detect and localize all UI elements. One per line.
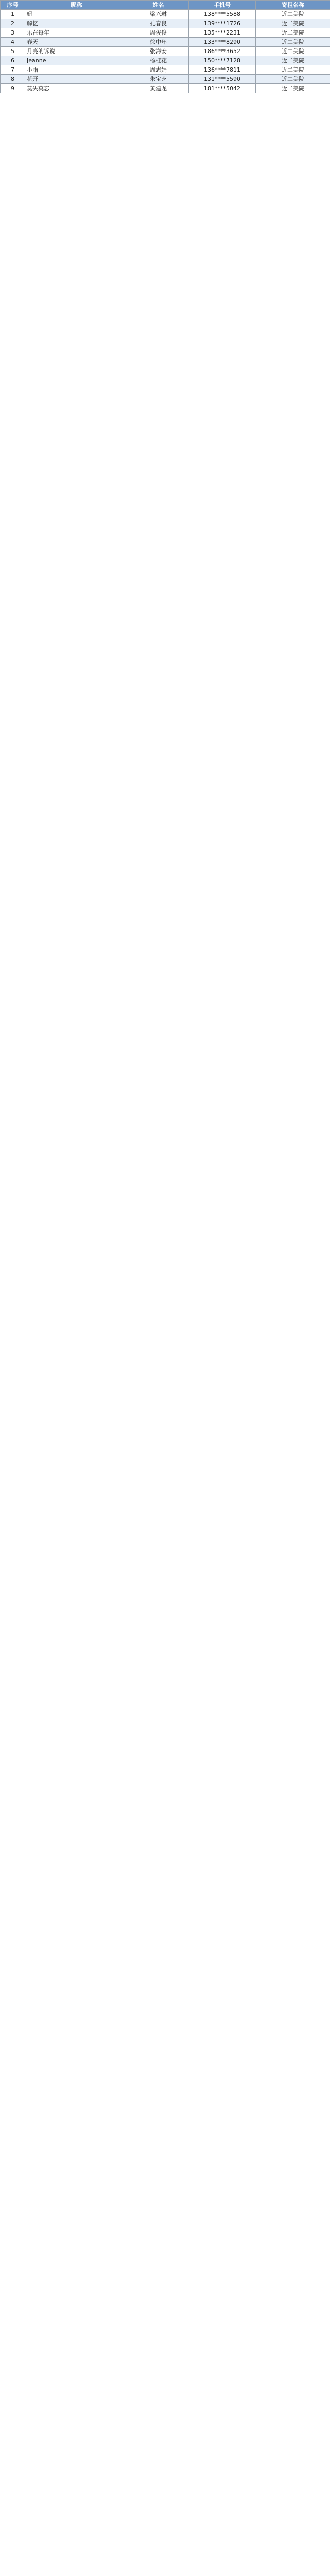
cell-name: 黄建龙 (128, 84, 189, 93)
cell-phone: 139****1726 (189, 19, 256, 28)
cell-phone: 136****7811 (189, 65, 256, 75)
cell-nickname: 花开 (25, 75, 128, 84)
cell-name: 梁兴琳 (128, 10, 189, 19)
cell-nickname: 春天 (25, 38, 128, 47)
table-row (1, 38, 330, 47)
table-row (1, 75, 330, 84)
cell-venue: 近二美院 (256, 47, 330, 56)
cell-phone: 131****5590 (189, 75, 256, 84)
cell-nickname: 解忆 (25, 19, 128, 28)
cell-venue: 近二美院 (256, 56, 330, 65)
cell-nickname: 月亮的诉说 (25, 47, 128, 56)
cell-nickname: 乐在每年 (25, 28, 128, 38)
table-row (1, 19, 330, 28)
cell-name: 孔春良 (128, 19, 189, 28)
cell-index: 8 (1, 75, 25, 84)
cell-venue: 近二美院 (256, 38, 330, 47)
cell-index: 2 (1, 19, 25, 28)
cell-index: 4 (1, 38, 25, 47)
table-body (1, 10, 330, 93)
cell-name: 张海安 (128, 47, 189, 56)
cell-index: 7 (1, 65, 25, 75)
cell-phone: 186****3652 (189, 47, 256, 56)
table-row (1, 28, 330, 38)
cell-name: 徐中年 (128, 38, 189, 47)
cell-phone: 135****2231 (189, 28, 256, 38)
table-row (1, 47, 330, 56)
cell-name: 杨桂花 (128, 56, 189, 65)
table-row (1, 65, 330, 75)
cell-venue: 近二美院 (256, 65, 330, 75)
cell-nickname: 妞 (25, 10, 128, 19)
cell-venue: 近二美院 (256, 10, 330, 19)
cell-name: 周俊俊 (128, 28, 189, 38)
header-nickname: 昵称 (25, 1, 128, 10)
header-index: 序号 (1, 1, 25, 10)
cell-index: 3 (1, 28, 25, 38)
cell-phone: 150****7128 (189, 56, 256, 65)
cell-nickname: 莫失莫忘 (25, 84, 128, 93)
member-table (0, 0, 330, 93)
header-venue: 寄租名称 (256, 1, 330, 10)
cell-index: 5 (1, 47, 25, 56)
table-row (1, 56, 330, 65)
cell-phone: 138****5588 (189, 10, 256, 19)
cell-nickname: Jeanne (25, 56, 128, 65)
cell-index: 9 (1, 84, 25, 93)
cell-phone: 181****5042 (189, 84, 256, 93)
header-name: 姓名 (128, 1, 189, 10)
cell-name: 朱宝芝 (128, 75, 189, 84)
cell-nickname: 小雨 (25, 65, 128, 75)
cell-index: 6 (1, 56, 25, 65)
table-row (1, 84, 330, 93)
header-row (1, 1, 330, 10)
cell-venue: 近二美院 (256, 75, 330, 84)
header-phone: 手机号 (189, 1, 256, 10)
cell-venue: 近二美院 (256, 84, 330, 93)
cell-phone: 133****8290 (189, 38, 256, 47)
cell-index: 1 (1, 10, 25, 19)
cell-venue: 近二美院 (256, 28, 330, 38)
cell-venue: 近二美院 (256, 19, 330, 28)
table-row (1, 10, 330, 19)
cell-name: 周志娟 (128, 65, 189, 75)
